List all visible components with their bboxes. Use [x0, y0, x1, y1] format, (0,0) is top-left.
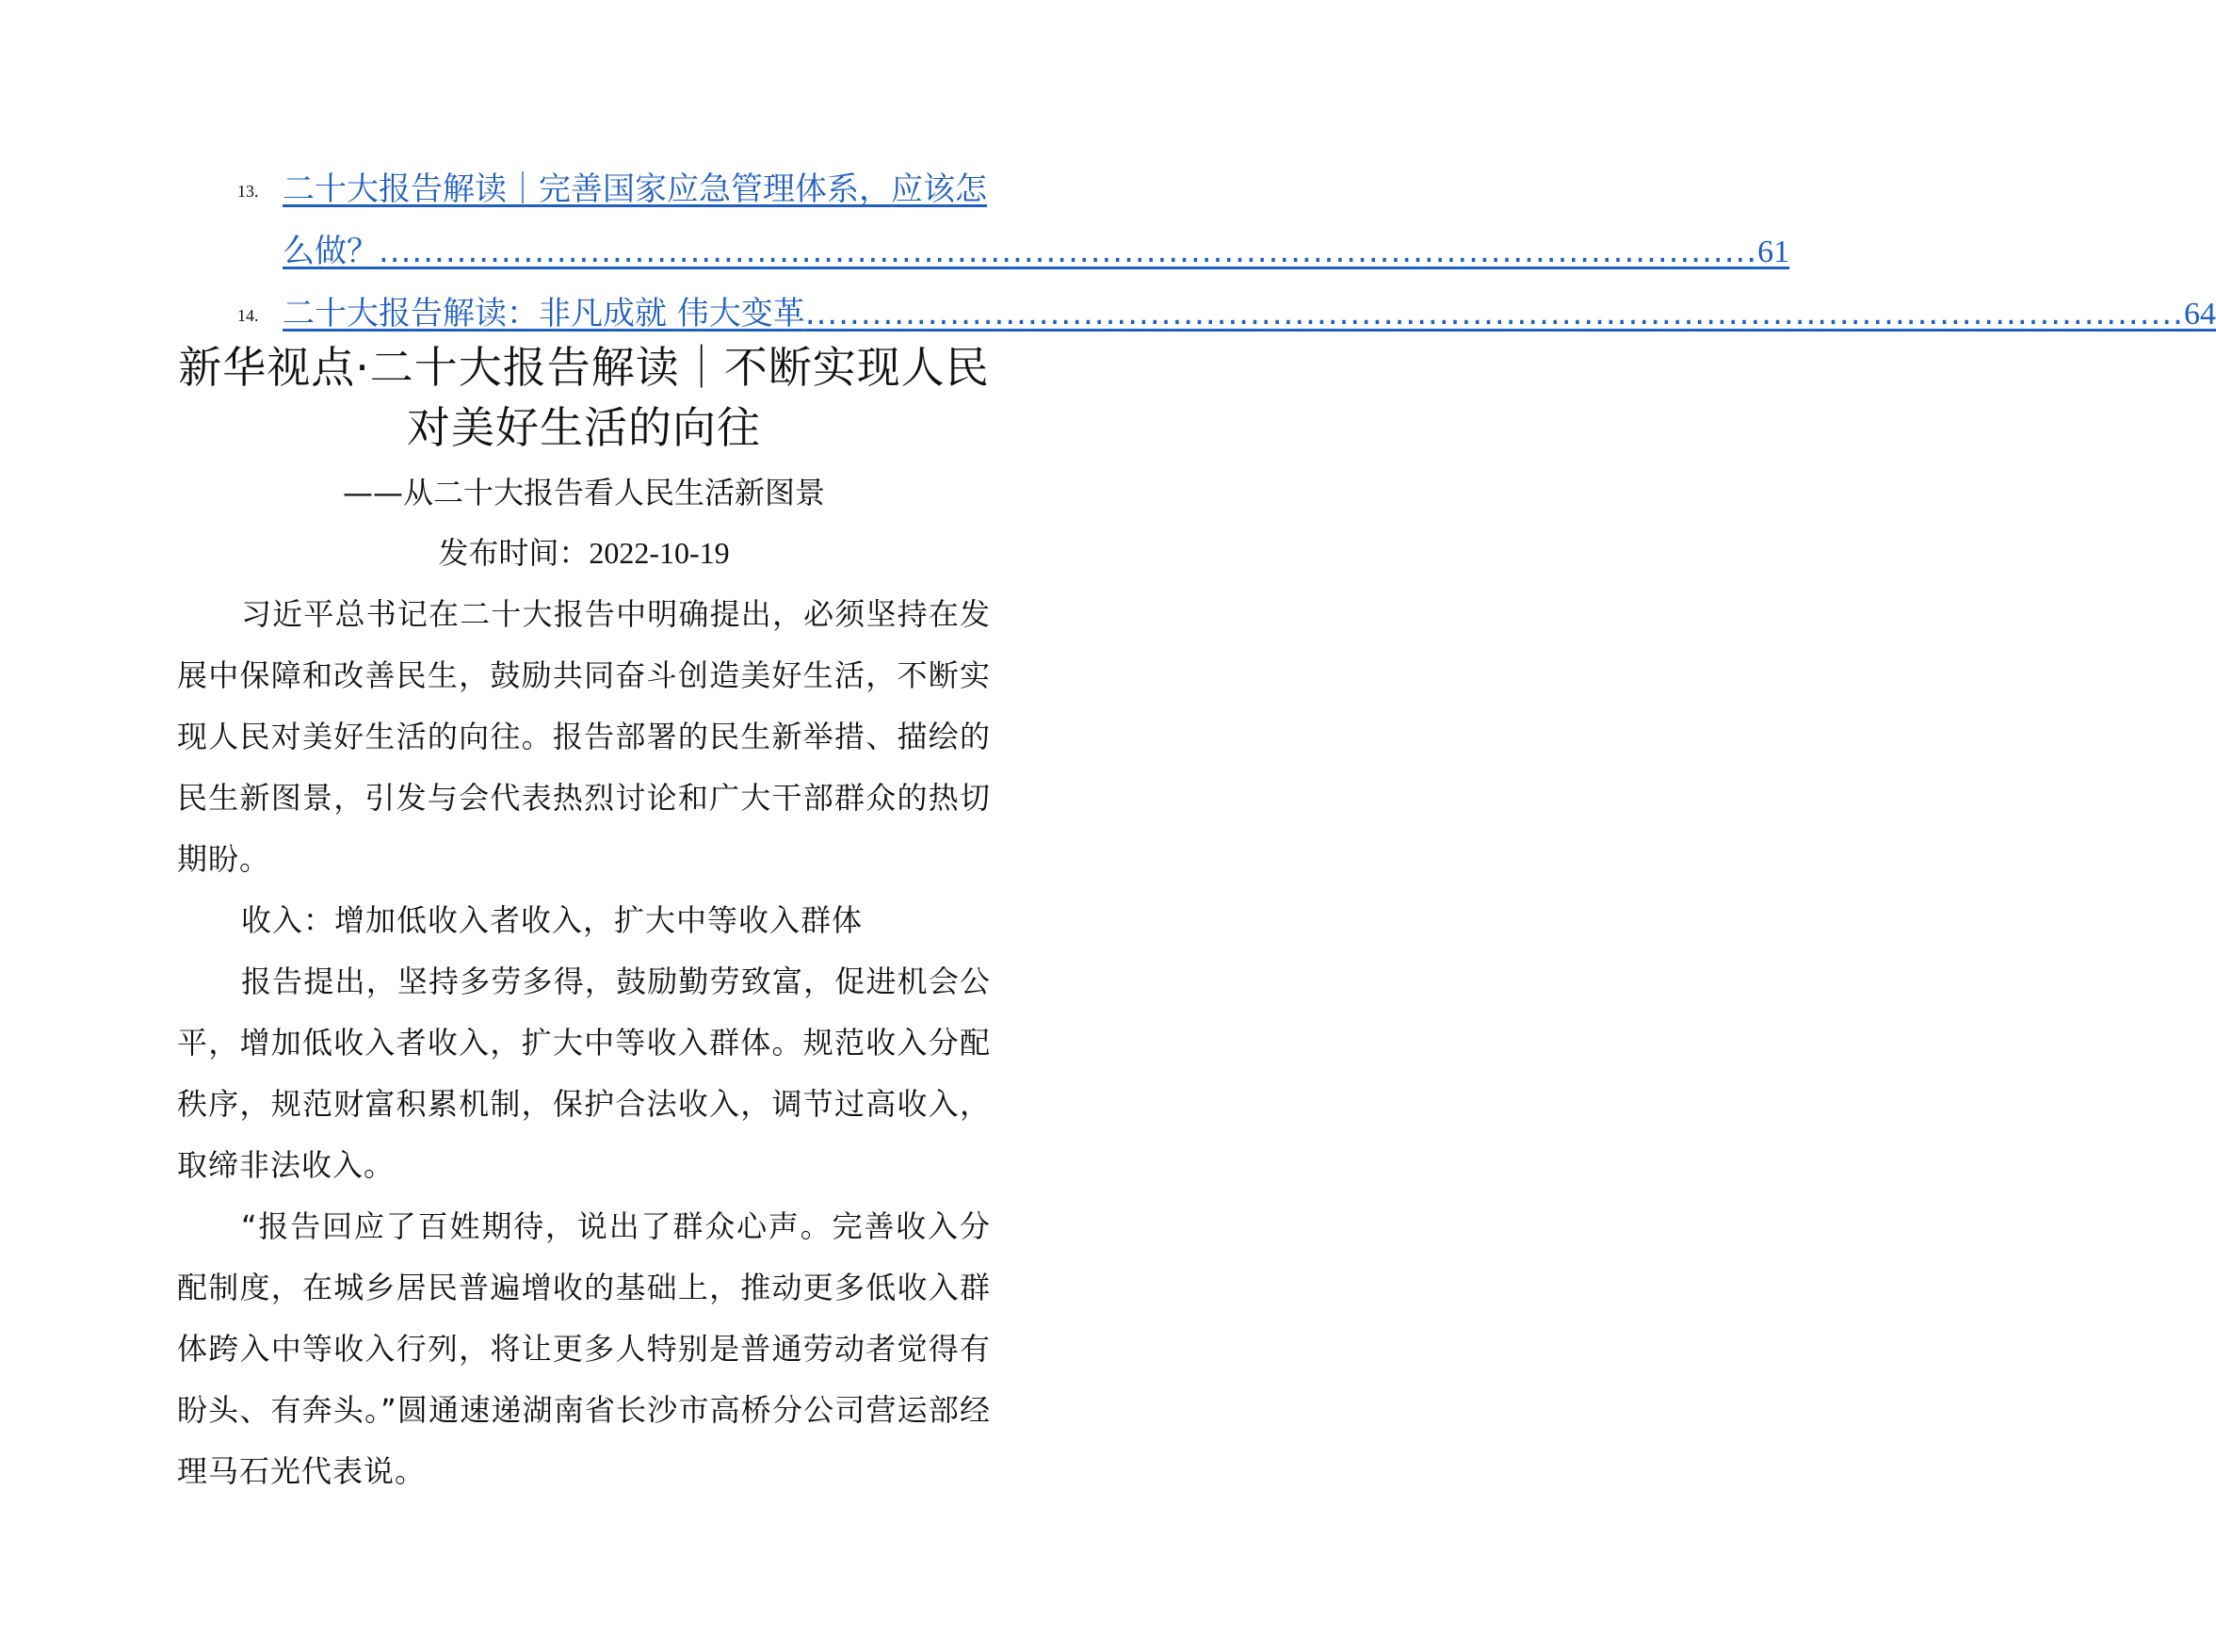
article-subtitle: ——从二十大报告看人民生活新图景	[342, 475, 825, 510]
toc-link-13[interactable]	[283, 158, 1790, 283]
toc-item-title-line1: 二十大报告解读｜完善国家应急管理体系，应该怎	[283, 170, 987, 208]
paragraph: 习近平总书记在二十大报告中明确提出，必须坚持在发展中保障和改善民生，鼓励共同奋斗创造美好生活，不断实现人民对美好生活的向往。报告部署的民生新举措、描绘的民生新图景，引发与会代表热烈讨论和广大干部群众的热切期盼。	[177, 596, 991, 877]
toc-item-title-line2-row	[283, 220, 1790, 283]
toc-leader-dots: ............................................................................................................................	[379, 233, 1758, 270]
section-heading: 收入：增加低收入者收入，扩大中等收入群体	[241, 902, 864, 938]
publish-date-label: 发布时间：	[438, 535, 590, 571]
toc-item-number: 13.	[237, 182, 259, 201]
toc-page-number: 64	[2183, 297, 2216, 332]
article-title-line2: 对美好生活的向往	[407, 402, 761, 453]
article-title	[141, 337, 1027, 458]
toc-item-14	[237, 283, 2216, 345]
toc-link-14[interactable]	[283, 283, 2216, 346]
publish-date	[141, 529, 1027, 576]
toc-item-title-line2: 么做？	[283, 233, 379, 270]
toc-page-number: 61	[1757, 235, 1790, 269]
toc-item-title-row	[283, 283, 2216, 346]
paragraph: 报告提出，坚持多劳多得，鼓励勤劳致富，促进机会公平，增加低收入者收入，扩大中等收入群体。规范收入分配秩序，规范财富积累机制，保护合法收入，调节过高收入，取缔非法收入。	[177, 964, 991, 1183]
article-body	[177, 584, 991, 1502]
table-of-contents	[237, 158, 2216, 345]
article-title-line1: 新华视点·二十大报告解读｜不断实现人民	[178, 342, 990, 393]
toc-item-13	[237, 158, 1790, 283]
paragraph: “报告回应了百姓期待，说出了群众心声。完善收入分配制度，在城乡居民普遍增收的基础上，推动更多低收入群体跨入中等收入行列，将让更多人特别是普通劳动者觉得有盼头、有奔头。”圆通速递湖南省长沙市高桥分公司营运部经理马石光代表说。	[177, 1208, 991, 1489]
toc-item-number: 14.	[237, 306, 259, 325]
toc-leader-dots: ............................................................................................................................	[804, 295, 2184, 332]
toc-item-title: 二十大报告解读：非凡成就 伟大变革	[283, 295, 805, 332]
publish-date-value: 2022-10-19	[589, 536, 730, 570]
